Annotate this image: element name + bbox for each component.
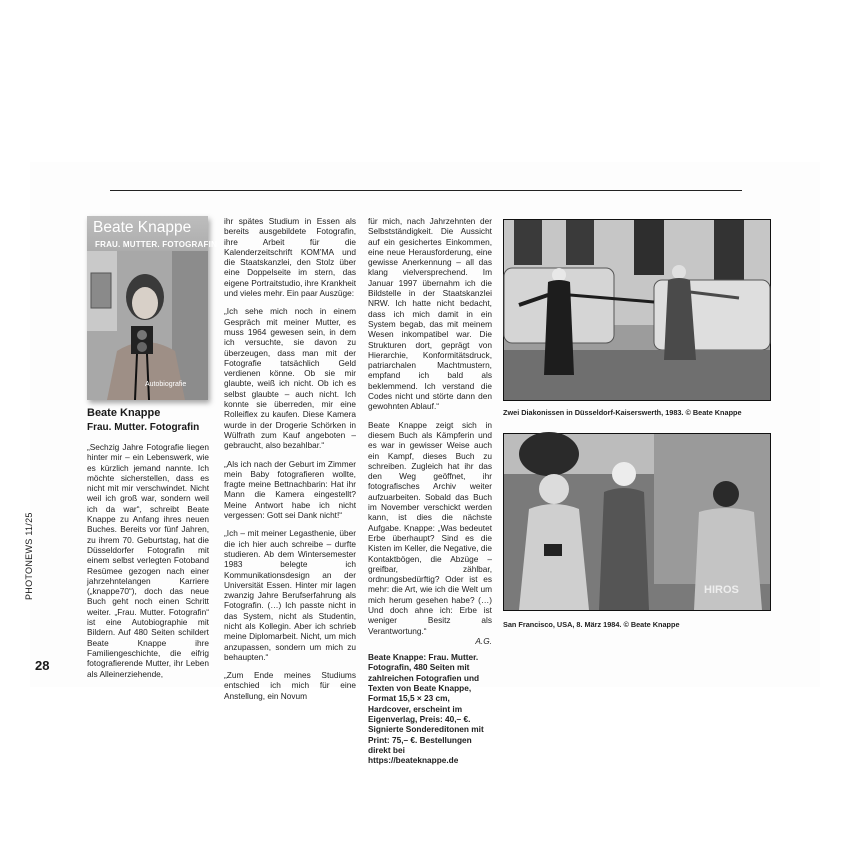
magazine-issue-label: PHOTONEWS 11/25 — [24, 512, 34, 600]
banner-text: HIROS — [704, 584, 739, 596]
paragraph: Beate Knappe zeigt sich in diesem Buch als Kämpferin und es war in gewisser Weise auch ein Kampf, dieses Buch zu schreiben. Zugleich hat ihr das den Weg geöffnet, ihr fotografisches Archiv weiter aufzuarbeiten. Sobald das Buch im November verschickt werden kann, ist dies die nächste Aufgabe. Knappe: „Was bedeutet Erbe überhaupt? Sind es die Kisten im Keller, die Negative, die Kontaktbögen, die Abzüge – greifbar, zählbar, ordnungsbedürftig? Oder ist es mehr: die Art, wie ich die Welt um mich herum gesehen habe? (…) Und doch ahne ich: Erbe ist weniger Besitz als Verantwortung.“ — [368, 419, 492, 636]
article-column-3 — [368, 216, 492, 766]
book-info: Beate Knappe: Frau. Mutter. Fotografin, 480 Seiten mit zahlreichen Fotografien und Texten von Beate Knappe, Format 15,5 × 23 cm, Hardcover, erscheint im Eigenverlag, Preis: 40,– €. Signierte Sondereditonen mit Print: 75,– €. Bestellungen direkt bei https://beateknappe.de — [368, 652, 484, 766]
book-subheading: Frau. Mutter. Fotografin — [87, 422, 200, 433]
photo-caption-2: San Francisco, USA, 8. März 1984. © Beate Knappe — [503, 620, 680, 629]
book-heading: Beate Knappe — [87, 407, 161, 419]
photo-diakonissen — [503, 219, 771, 401]
paragraph: „Sechzig Jahre Fotografie liegen hinter mir – ein Lebenswerk, wie es kürzlich jemand nannte. Ich möchte sicherstellen, dass es nicht mit mir verschwindet. Nicht weil ich groß war, sondern weil ich da war“, schreibt Beate Knappe zu Anfang ihres neuen Buches. Bereits vor fünf Jahren, zu ihrem 70. Geburtstag, hat die Düsseldorfer Fotografin mit einem selbst verlegten Fotoband Resümee gezogen nach einer jahrzehntelangen Karriere („knappe70“), doch das neue Buch geht noch einen Schritt weiter. „Frau. Mutter. Fotografin“ ist eine Autobiographie mit Bildern. Auf 480 Seiten schildert Beate Knappe ihre Familiengeschichte, die eifrig fotografierende Mutter, ihr Leben als Alleinerziehende, — [87, 442, 209, 679]
paragraph: „Als ich nach der Geburt im Zimmer mein Baby fotografieren wollte, fragte meine Bettnachbarin: Hat ihr Mann die Kamera eingestellt? Meine Antwort habe ich nicht vergessen: Gott sei Dank nicht!“ — [224, 458, 356, 521]
photo-caption-1: Zwei Diakonissen in Düsseldorf-Kaiserswerth, 1983. © Beate Knappe — [503, 408, 742, 417]
page-number: 28 — [35, 658, 50, 673]
header-rule — [110, 190, 742, 191]
paragraph: „Zum Ende meines Studiums entschied ich mich für eine Anstellung, ein Novum — [224, 670, 356, 701]
paragraph: für mich, nach Jahrzehnten der Selbstständigkeit. Die Aussicht auf ein gesichertes Einkommen, eine neue Herausforderung, eine gewisse Anerkennung – all das klang vielversprechend. Im Januar 1997 übernahm ich die Bildstelle in der Staatskanzlei NRW. Ich hatte nicht bedacht, dass ich mich damit in ein System begab, das mit meinem Wesen inkompatibel war. Die Strukturen dort, geprägt von Hierarchie, Konformitätsdruck, patriarchalen Machtmustern, empfand ich bald als beklemmend. Ich verstand die Codes nicht und störte dann den gewohnten Ablauf.“ — [368, 216, 492, 412]
cover-portrait — [87, 251, 208, 400]
article-column-2 — [224, 216, 356, 701]
paragraph: ihr spätes Studium in Essen als bereits ausgebildete Fotografin, ihre Arbeit für die Kalenderzeitschrift KOM’MA und die Staatskanzlei, den Stolz über eine Doppelseite im stern, das eigene Portraitstudio, ihre Krankheit und vieles mehr. Ein paar Auszüge: — [224, 216, 356, 299]
cover-subtitle: FRAU. MUTTER. FOTOGRAFIN — [95, 240, 217, 249]
paragraph: „Ich – mit meiner Legasthenie, über die ich hier auch schreibe – durfte studieren. Ab dem Wintersemester 1983 belegte ich Kommunikationsdesign an der Universität Essen. Hinter mir lagen zwanzig Jahre Berufserfahrung als Fotografin. (…) Ich passte nicht in das System, nicht als Studentin, nicht als Kollegin. Aber ich schrieb meine Diplomarbeit. Nicht, um mich anzupassen, sondern um mich zu behaupten.“ — [224, 528, 356, 662]
cover-tag: Autobiografie — [145, 381, 187, 388]
photo-san-francisco — [503, 433, 771, 611]
author-signature: A.G. — [475, 635, 492, 646]
book-cover — [87, 216, 217, 400]
paragraph: „Ich sehe mich noch in einem Gespräch mit meiner Mutter, es muss 1964 gewesen sein, in dem ich versuchte, sie davon zu überzeugen, dass man mit der Fotografie tatsächlich Geld verdienen könne. Ob sie mir glaubte, weiß ich nicht. Ob ich es selbst glaubte – auch nicht. Ich konnte sie überreden, mir eine Rolleiflex zu kaufen. Diese Kamera wurde in der Drogerie Schörken in Wülfrath zum Kauf angeboten – gebraucht, also bezahlbar.“ — [224, 306, 356, 451]
cover-title: Beate Knappe — [93, 219, 192, 236]
article-column-1 — [87, 442, 209, 677]
